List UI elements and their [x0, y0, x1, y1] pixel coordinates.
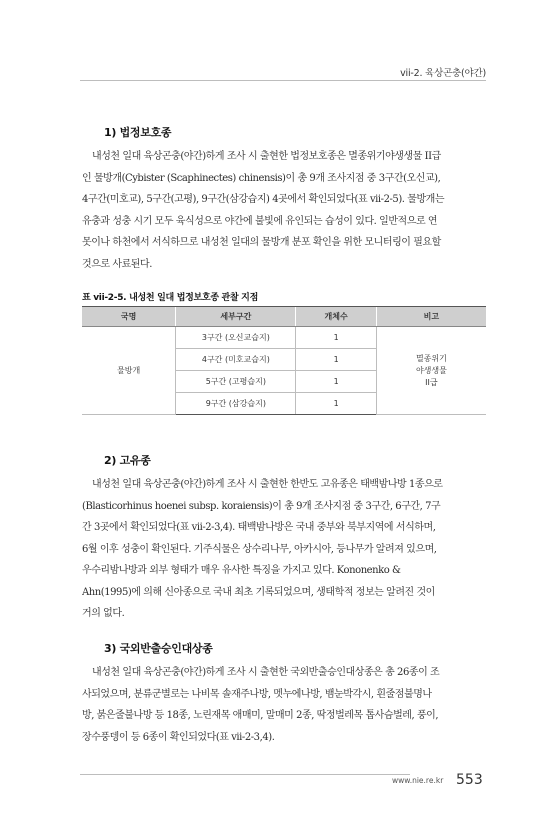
body-line: 사되었으며, 분류군별로는 나비목 솔재주나방, 멧누에나방, 뱀눈박각시, 흰줄점불명나	[82, 688, 432, 700]
header-divider	[80, 80, 486, 81]
body-line: 내성천 일대 육상곤충(야간)하게 조사 시 출현한 한반도 고유종은 태백밤나방 1종으로	[92, 479, 443, 490]
section-title-protected-species: 1) 법정보호종	[104, 126, 172, 139]
column-header: 비고	[376, 307, 486, 327]
footer-url: www.nie.re.kr	[392, 776, 444, 785]
body-line: 내성천 일대 육상곤충(야간)하게 조사 시 출현한 법정보호종은 멸종위기야생생물 II급	[92, 151, 441, 162]
count-cell: 1	[296, 349, 376, 371]
body-line: 못이나 하천에서 서식하므로 내성천 일대의 물방개 분포 확인을 위한 모니터링이 필요할	[82, 237, 441, 248]
body-line: 내성천 일대 육상곤충(야간)하게 조사 시 출현한 국외반출승인대상종은 총 26종이 조	[92, 667, 440, 678]
footer-divider	[80, 774, 410, 775]
count-cell: 1	[296, 327, 376, 349]
note-cell	[376, 327, 486, 415]
section-cell: 5구간 (고평습지)	[176, 371, 296, 393]
table-header-row	[82, 307, 486, 327]
protected-species-table	[82, 306, 486, 415]
column-header: 세부구간	[176, 307, 296, 327]
body-line: 거의 없다.	[82, 608, 125, 619]
body-line: 4구간(미호교), 5구간(고평), 9구간(삼강습지) 4곳에서 확인되었다(표 vii-2-5). 물방개는	[82, 194, 445, 205]
species-cell: 물방개	[82, 327, 176, 415]
table-caption: 표 vii-2-5. 내성천 일대 법정보호종 관찰 지점	[82, 293, 258, 303]
body-line: 장수풍뎅이 등 6종이 확인되었다(표 vii-2-3,4).	[82, 731, 275, 743]
body-line: 우수리밤나방과 외부 형태가 매우 유사한 특징을 가지고 있다. Kononenko &	[82, 565, 401, 576]
section-cell: 9구간 (삼강습지)	[176, 393, 296, 415]
section-cell: 4구간 (미호교습지)	[176, 349, 296, 371]
body-line: 방, 붉은줄불나방 등 18종, 노린재목 애매미, 말매미 2종, 딱정벌레목 톱사슴벌레, 풍이,	[82, 710, 439, 721]
page-number: 553	[456, 772, 483, 788]
note-line: 멸종위기	[415, 353, 447, 363]
body-line: Ahn(1995)에 의해 신아종으로 국내 최초 기록되었으며, 생태학적 정보는 알려진 것이	[82, 586, 435, 598]
section-cell: 3구간 (오신교습지)	[176, 327, 296, 349]
column-header: 개체수	[296, 307, 376, 327]
body-line: 유충과 성충 시기 모두 육식성으로 야간에 불빛에 유인되는 습성이 있다. 일반적으로 연	[82, 215, 438, 227]
body-line: 인 물방개(Cybister (Scaphinectes) chinensis)이 총 9개 조사지점 중 3구간(오신교),	[82, 172, 441, 184]
section-body-endemic-species	[82, 474, 486, 625]
body-line: 6월 이후 성충이 확인된다. 기주식물은 상수리나무, 아카시아, 등나무가 알려져 있으며,	[82, 543, 437, 555]
section-title-endemic-species: 2) 고유종	[104, 454, 151, 467]
table-row	[82, 327, 486, 349]
section-body-export-approval-species	[82, 662, 486, 748]
body-line: (Blasticorhinus hoenei subsp. koraiensis)이 총 9개 조사지점 중 3구간, 6구간, 7구	[82, 500, 441, 512]
running-header: vii-2. 육상곤충(야간)	[400, 68, 486, 79]
section-title-export-approval-species: 3) 국외반출승인대상종	[104, 642, 213, 655]
note-line: II급	[425, 377, 438, 387]
note-line: 야생생물	[415, 365, 447, 375]
count-cell: 1	[296, 393, 376, 415]
section-body-protected-species	[82, 146, 486, 275]
body-line: 간 3곳에서 확인되었다(표 vii-2-3,4). 태백밤나방은 국내 중부와 북부지역에 서식하며,	[82, 522, 436, 533]
body-line: 것으로 사료된다.	[82, 258, 152, 270]
column-header: 국명	[82, 307, 176, 327]
count-cell: 1	[296, 371, 376, 393]
